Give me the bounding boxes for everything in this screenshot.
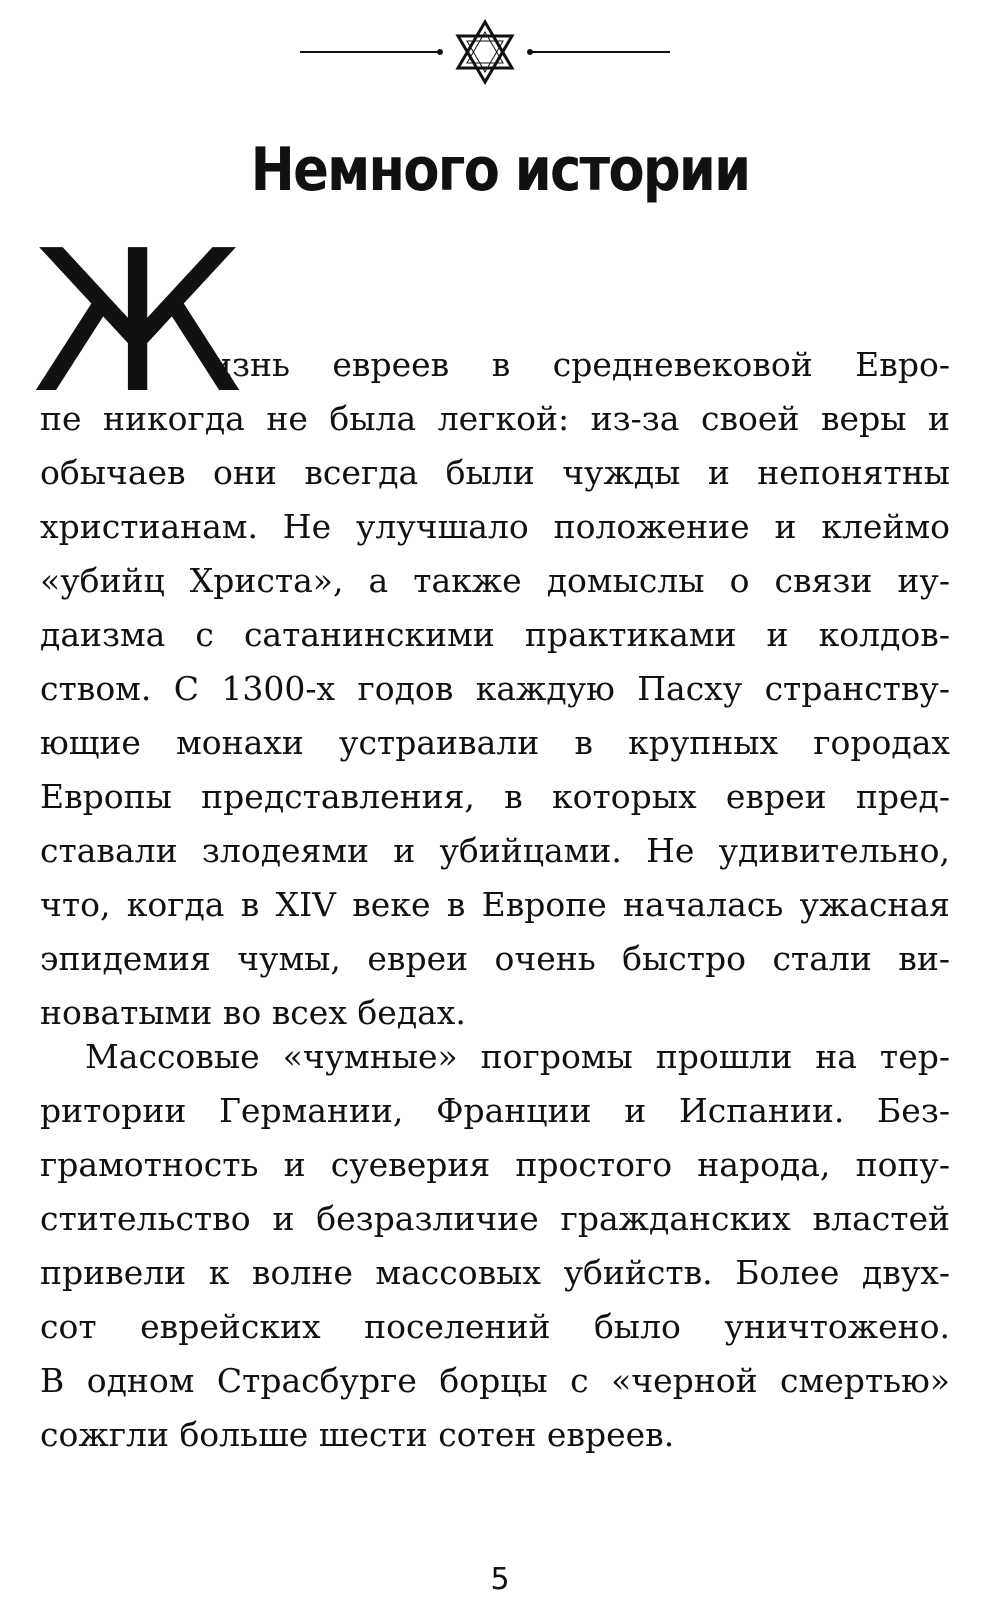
text-line: В одном Страсбурге борцы с «черной смертью» <box>40 1361 950 1400</box>
text-line: изнь евреев в средневековой Евро- <box>210 345 950 384</box>
page-number: 5 <box>490 1562 510 1597</box>
star-of-david-icon <box>300 18 670 86</box>
paragraph-1 <box>40 338 950 1040</box>
text-line: ритории Германии, Франции и Испании. Без- <box>40 1091 950 1130</box>
text-line: Европы представления, в которых евреи пред- <box>40 777 950 816</box>
text-line: сожгли больше шести сотен евреев. <box>40 1415 675 1454</box>
text-line: стительство и безразличие гражданских властей <box>40 1199 950 1238</box>
text-line: ющие монахи устраивали в крупных городах <box>40 723 950 762</box>
text-line: ставали злодеями и убийцами. Не удивительно, <box>40 831 950 870</box>
text-line: обычаев они всегда были чужды и непонятны <box>40 453 950 492</box>
page-title: Немного истории <box>250 135 750 205</box>
text-line: христианам. Не улучшало положение и клеймо <box>40 507 950 546</box>
text-line: что, когда в XIV веке в Европе началась ужасная <box>40 885 950 924</box>
text-line: ством. С 1300-х годов каждую Пасху странству- <box>40 669 950 708</box>
text-line: новатыми во всех бедах. <box>40 993 466 1032</box>
paragraph-2 <box>40 1030 950 1462</box>
text-line: сот еврейских поселений было уничтожено. <box>40 1307 950 1346</box>
text-line: даизма с сатанинскими практиками и колдов- <box>40 615 950 654</box>
text-line: грамотность и суеверия простого народа, попу- <box>40 1145 950 1184</box>
text-line: эпидемия чумы, евреи очень быстро стали ви- <box>40 939 950 978</box>
drop-cap-letter: Ж <box>32 209 244 437</box>
text-line: привели к волне массовых убийств. Более двух- <box>40 1253 950 1292</box>
text-line: «убийц Христа», а также домыслы о связи иу- <box>40 561 950 600</box>
text-line: пе никогда не была легкой: из-за своей веры и <box>40 399 950 438</box>
text-line: Массовые «чумные» погромы прошли на тер- <box>85 1037 950 1076</box>
